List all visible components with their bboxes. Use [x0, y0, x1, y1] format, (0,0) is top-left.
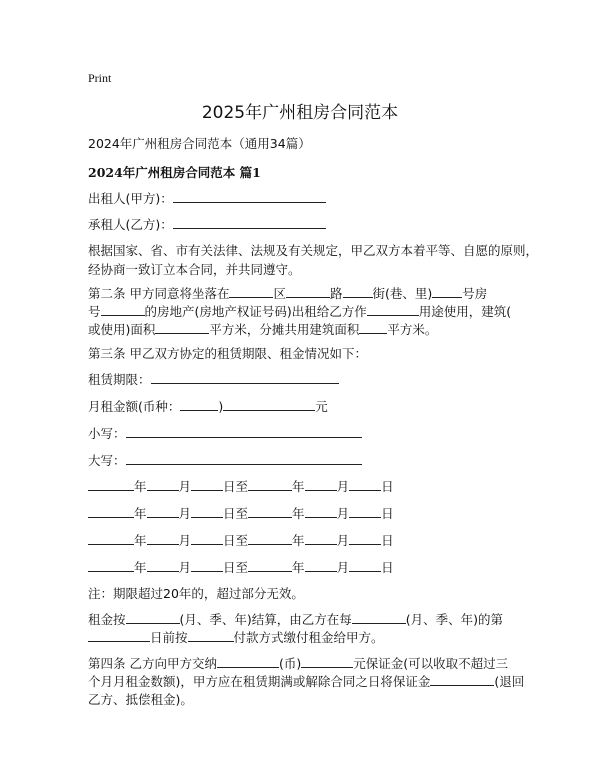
article-4-line-1 — [88, 654, 508, 672]
date-text: 日至 — [223, 560, 249, 575]
article-4-text: 元保证金(可以收取不超过三 — [353, 656, 509, 671]
blank — [88, 505, 134, 518]
blank — [430, 673, 494, 686]
article-2-text: 区 — [273, 286, 286, 301]
date-text: 日 — [381, 506, 394, 521]
article-2-text: 或使用)面积 — [88, 322, 156, 337]
article-2-text: 的房地产(房地产权证号码)出租给乙方作 — [144, 304, 367, 319]
date-text: 月 — [178, 533, 192, 548]
payment-text: 租金按 — [88, 612, 126, 627]
blank — [147, 532, 179, 545]
article-2-text: 号 — [88, 304, 101, 319]
payment-line-2 — [88, 628, 384, 646]
date-text: 日 — [381, 479, 394, 494]
article-2-line-1 — [88, 284, 487, 302]
date-text: 年 — [134, 560, 147, 575]
article-2-text: 街(巷、里) — [372, 286, 433, 301]
rent-amount-blank — [223, 398, 315, 411]
date-text: 月 — [336, 560, 350, 575]
blank — [248, 478, 292, 491]
blank — [305, 478, 337, 491]
document-subtitle: 2024年广州租房合同范本（通用34篇） — [88, 136, 311, 151]
article-2-text: 用途使用，建筑( — [418, 304, 512, 319]
date-text: 年 — [134, 506, 147, 521]
article-4-text: 个月月租金数额)，甲方应在租赁期满或解除合同之日将保证金 — [88, 674, 431, 689]
date-text: 日 — [381, 533, 394, 548]
blank — [88, 478, 134, 491]
payment-text: (月、季、年)的第 — [405, 612, 504, 627]
payment-text: 日前按 — [150, 630, 188, 645]
date-text: 月 — [178, 506, 192, 521]
date-text: 月 — [178, 479, 192, 494]
blank — [352, 611, 406, 624]
blank — [88, 532, 134, 545]
article-2-text: 路 — [330, 286, 343, 301]
lowercase-blank — [126, 425, 362, 438]
rent-label: 月租金额(币种： — [88, 399, 181, 414]
blank — [305, 532, 337, 545]
blank — [367, 303, 419, 316]
blank — [349, 478, 381, 491]
blank — [432, 285, 462, 298]
uppercase-row — [88, 451, 362, 469]
lessor-row — [88, 189, 326, 207]
blank — [305, 559, 337, 572]
date-row — [88, 558, 394, 576]
lessor-label: 出租人(甲方)： — [88, 191, 173, 206]
blank — [191, 559, 223, 572]
article-4-text: 第四条 乙方向甲方交纳 — [88, 656, 217, 671]
blank — [349, 559, 381, 572]
payment-text: (月、季、年)结算，由乙方在每 — [179, 612, 352, 627]
date-text: 年 — [134, 479, 147, 494]
article-4-line-2 — [88, 672, 524, 690]
date-row — [88, 504, 394, 522]
date-text: 月 — [178, 560, 192, 575]
preamble-line-1: 根据国家、省、市有关法律、法规及有关规定，甲乙双方本着平等、自愿的原则， — [88, 243, 539, 258]
article-4-text: (币) — [278, 656, 302, 671]
article-2-text: 平方米。 — [387, 322, 438, 337]
blank — [286, 285, 330, 298]
article-3: 第三条 甲乙双方协定的租赁期限、租金情况如下： — [88, 346, 367, 361]
date-text: 日至 — [223, 479, 249, 494]
blank — [248, 505, 292, 518]
date-text: 月 — [336, 533, 350, 548]
date-text: 年 — [292, 479, 305, 494]
date-row — [88, 477, 394, 495]
blank — [305, 505, 337, 518]
blank — [248, 559, 292, 572]
print-link[interactable]: Print — [88, 71, 112, 85]
blank — [343, 285, 373, 298]
blank — [147, 478, 179, 491]
document-title: 2025年广州租房合同范本 — [201, 103, 399, 123]
date-text: 年 — [134, 533, 147, 548]
lessee-blank — [173, 216, 326, 229]
date-text: 年 — [292, 560, 305, 575]
date-text: 月 — [336, 479, 350, 494]
date-row — [88, 531, 394, 549]
lessee-row — [88, 215, 326, 233]
article-2-text: 平方米，分摊共用建筑面积 — [209, 322, 360, 337]
blank — [155, 321, 209, 334]
blank — [359, 321, 387, 334]
date-text: 年 — [292, 533, 305, 548]
blank — [126, 611, 180, 624]
rent-row — [88, 397, 328, 415]
article-4-text: (退回 — [494, 674, 525, 689]
blank — [248, 532, 292, 545]
blank — [101, 303, 145, 316]
payment-line-1 — [88, 610, 503, 628]
blank — [191, 478, 223, 491]
date-text: 日 — [381, 560, 394, 575]
lessor-blank — [173, 190, 326, 203]
blank — [217, 655, 279, 668]
date-text: 年 — [292, 506, 305, 521]
blank — [147, 505, 179, 518]
preamble-line-2: 经协商一致订立本合同，并共同遵守。 — [88, 262, 301, 277]
blank — [349, 532, 381, 545]
date-text: 日至 — [223, 533, 249, 548]
blank — [349, 505, 381, 518]
blank — [191, 505, 223, 518]
payment-text: 付款方式缴付租金给甲方。 — [233, 630, 384, 645]
article-2-line-2 — [88, 302, 511, 320]
article-2-text: 第二条 甲方同意将坐落在 — [88, 286, 230, 301]
blank — [188, 629, 234, 642]
article-2-text: 号房 — [462, 286, 488, 301]
blank — [88, 559, 134, 572]
uppercase-label: 大写： — [88, 453, 126, 468]
lessee-label: 承租人(乙方)： — [88, 217, 173, 232]
rent-paren: ) — [218, 399, 224, 414]
uppercase-blank — [126, 452, 362, 465]
date-text: 月 — [336, 506, 350, 521]
article-2-line-3 — [88, 320, 437, 338]
blank — [191, 532, 223, 545]
term-note: 注：期限超过20年的，超过部分无效。 — [88, 586, 304, 601]
article-4-line-3: 乙方、抵偿租金)。 — [88, 692, 193, 707]
term-row — [88, 370, 339, 388]
blank — [229, 285, 273, 298]
lowercase-row — [88, 424, 362, 442]
blank — [147, 559, 179, 572]
blank — [88, 629, 150, 642]
lowercase-label: 小写： — [88, 426, 126, 441]
rent-unit: 元 — [315, 399, 328, 414]
date-text: 日至 — [223, 506, 249, 521]
section-heading: 2024年广州租房合同范本 篇1 — [88, 165, 261, 180]
term-blank — [151, 371, 339, 384]
term-label: 租赁期限： — [88, 372, 151, 387]
currency-blank — [180, 398, 218, 411]
blank — [301, 655, 353, 668]
